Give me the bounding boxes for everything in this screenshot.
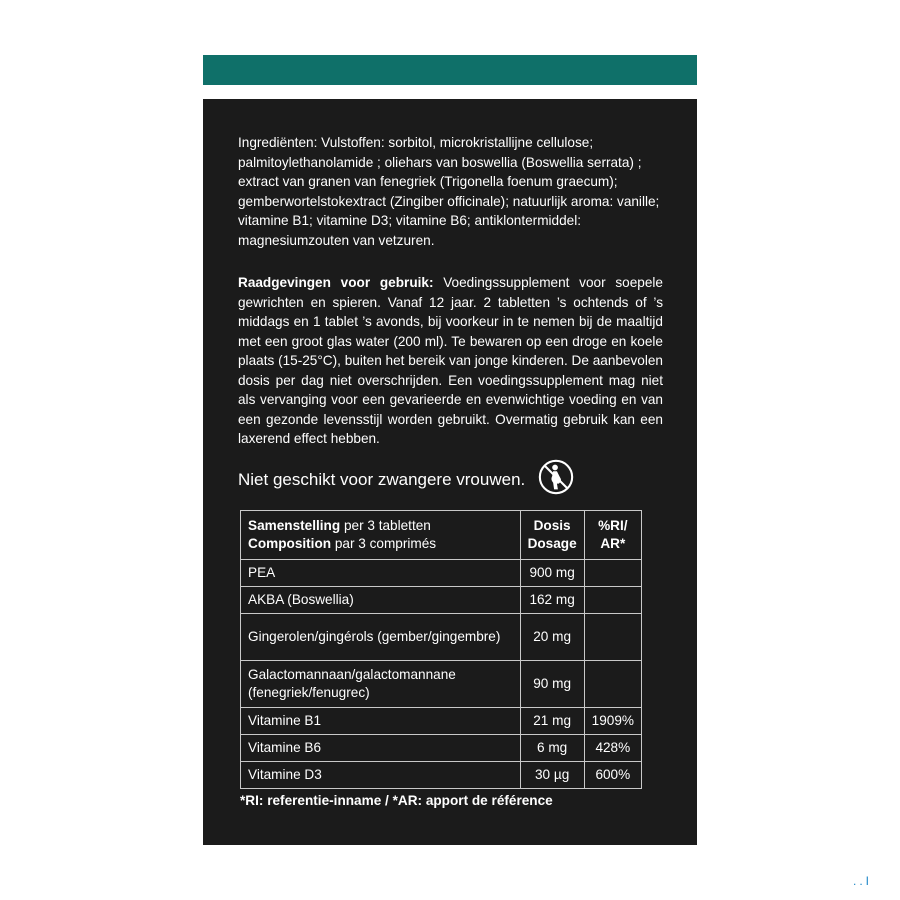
nutrition-table (240, 510, 642, 789)
ingredient-ri: 428% (584, 735, 641, 762)
ingredient-name: Galactomannaan/galactomannane (fenegriek/fenugrec) (241, 661, 521, 708)
usage-text: Voedingssupplement voor soepele gewrichten en spieren. Vanaf 12 jaar. 2 tabletten ’s ochtends of ’s middags en 1 tablet ’s avonds, bij voorkeur in te nemen bij de maaltijd met een groot glas water (200 ml). Te bewaren op een droge en koele plaats (15-25°C), buiten het bereik van jonge kinderen. De aanbevolen dosis per dag niet overschrijden. Een voedingssupplement mag niet als vervanging voor een gevarieerde en evenwichtige voeding en van een gezonde levensstijl worden gebruikt. Overmatig gebruik kan een laxerend effect hebben. (238, 275, 663, 446)
ingredient-name: Gingerolen/gingérols (gember/gingembre) (241, 614, 521, 661)
ingredient-ri (584, 614, 641, 661)
ingredient-name: AKBA (Boswellia) (241, 587, 521, 614)
ingredient-name: Vitamine B1 (241, 708, 521, 735)
usage-paragraph (238, 273, 663, 449)
header-samenstelling: Samenstelling (248, 518, 341, 533)
ingredient-dose: 20 mg (520, 614, 584, 661)
ingredient-name: PEA (241, 560, 521, 587)
corner-mark: ..I (853, 874, 873, 888)
table-row (241, 708, 642, 735)
header-dose-cell (520, 511, 584, 560)
label-panel (203, 99, 697, 845)
header-ri: %RI/ (598, 518, 628, 533)
header-composition-cell (241, 511, 521, 560)
usage-label: Raadgevingen voor gebruik: (238, 275, 434, 290)
pregnancy-warning (238, 458, 575, 501)
ingredient-name: Vitamine B6 (241, 735, 521, 762)
header-dosage: Dosage (527, 536, 577, 551)
ingredient-dose: 30 µg (520, 762, 584, 789)
ingredient-ri (584, 587, 641, 614)
header-dosis: Dosis (533, 518, 571, 533)
ingredient-name: Vitamine D3 (241, 762, 521, 789)
footnote: *RI: referentie-inname / *AR: apport de référence (240, 793, 553, 808)
ingredients-text: Ingrediënten: Vulstoffen: sorbitol, microkristallijne cellulose; palmitoylethanolamide ; oliehars van boswellia (Boswellia serrata) ; extract van granen van fenegriek (Trigonella foenum graecum); gemberwortelstokextract (Zingiber officinale); natuurlijk aroma: vanille; vitamine B1; vitamine D3; vitamine B6; antiklontermiddel: magnesiumzouten van vetzuren. (238, 135, 660, 248)
table-row (241, 614, 642, 661)
teal-header-band (203, 55, 697, 85)
table-row (241, 762, 642, 789)
ingredient-dose: 162 mg (520, 587, 584, 614)
table-row (241, 661, 642, 708)
ingredient-dose: 21 mg (520, 708, 584, 735)
pregnancy-warning-text: Niet geschikt voor zwangere vrouwen. (238, 469, 526, 489)
table-row (241, 560, 642, 587)
header-composition: Composition (248, 536, 332, 551)
ingredient-dose: 6 mg (520, 735, 584, 762)
ingredient-ri (584, 661, 641, 708)
table-row (241, 587, 642, 614)
ingredient-dose: 900 mg (520, 560, 584, 587)
header-samenstelling-rest: per 3 tabletten (340, 518, 431, 533)
no-pregnancy-icon (525, 458, 575, 501)
header-ri-cell (584, 511, 641, 560)
table-header-row (241, 511, 642, 560)
ingredient-ri: 600% (584, 762, 641, 789)
header-ar: AR* (600, 536, 626, 551)
table-row (241, 735, 642, 762)
header-composition-rest: par 3 comprimés (331, 536, 437, 551)
ingredient-ri: 1909% (584, 708, 641, 735)
ingredient-ri (584, 560, 641, 587)
ingredient-dose: 90 mg (520, 661, 584, 708)
